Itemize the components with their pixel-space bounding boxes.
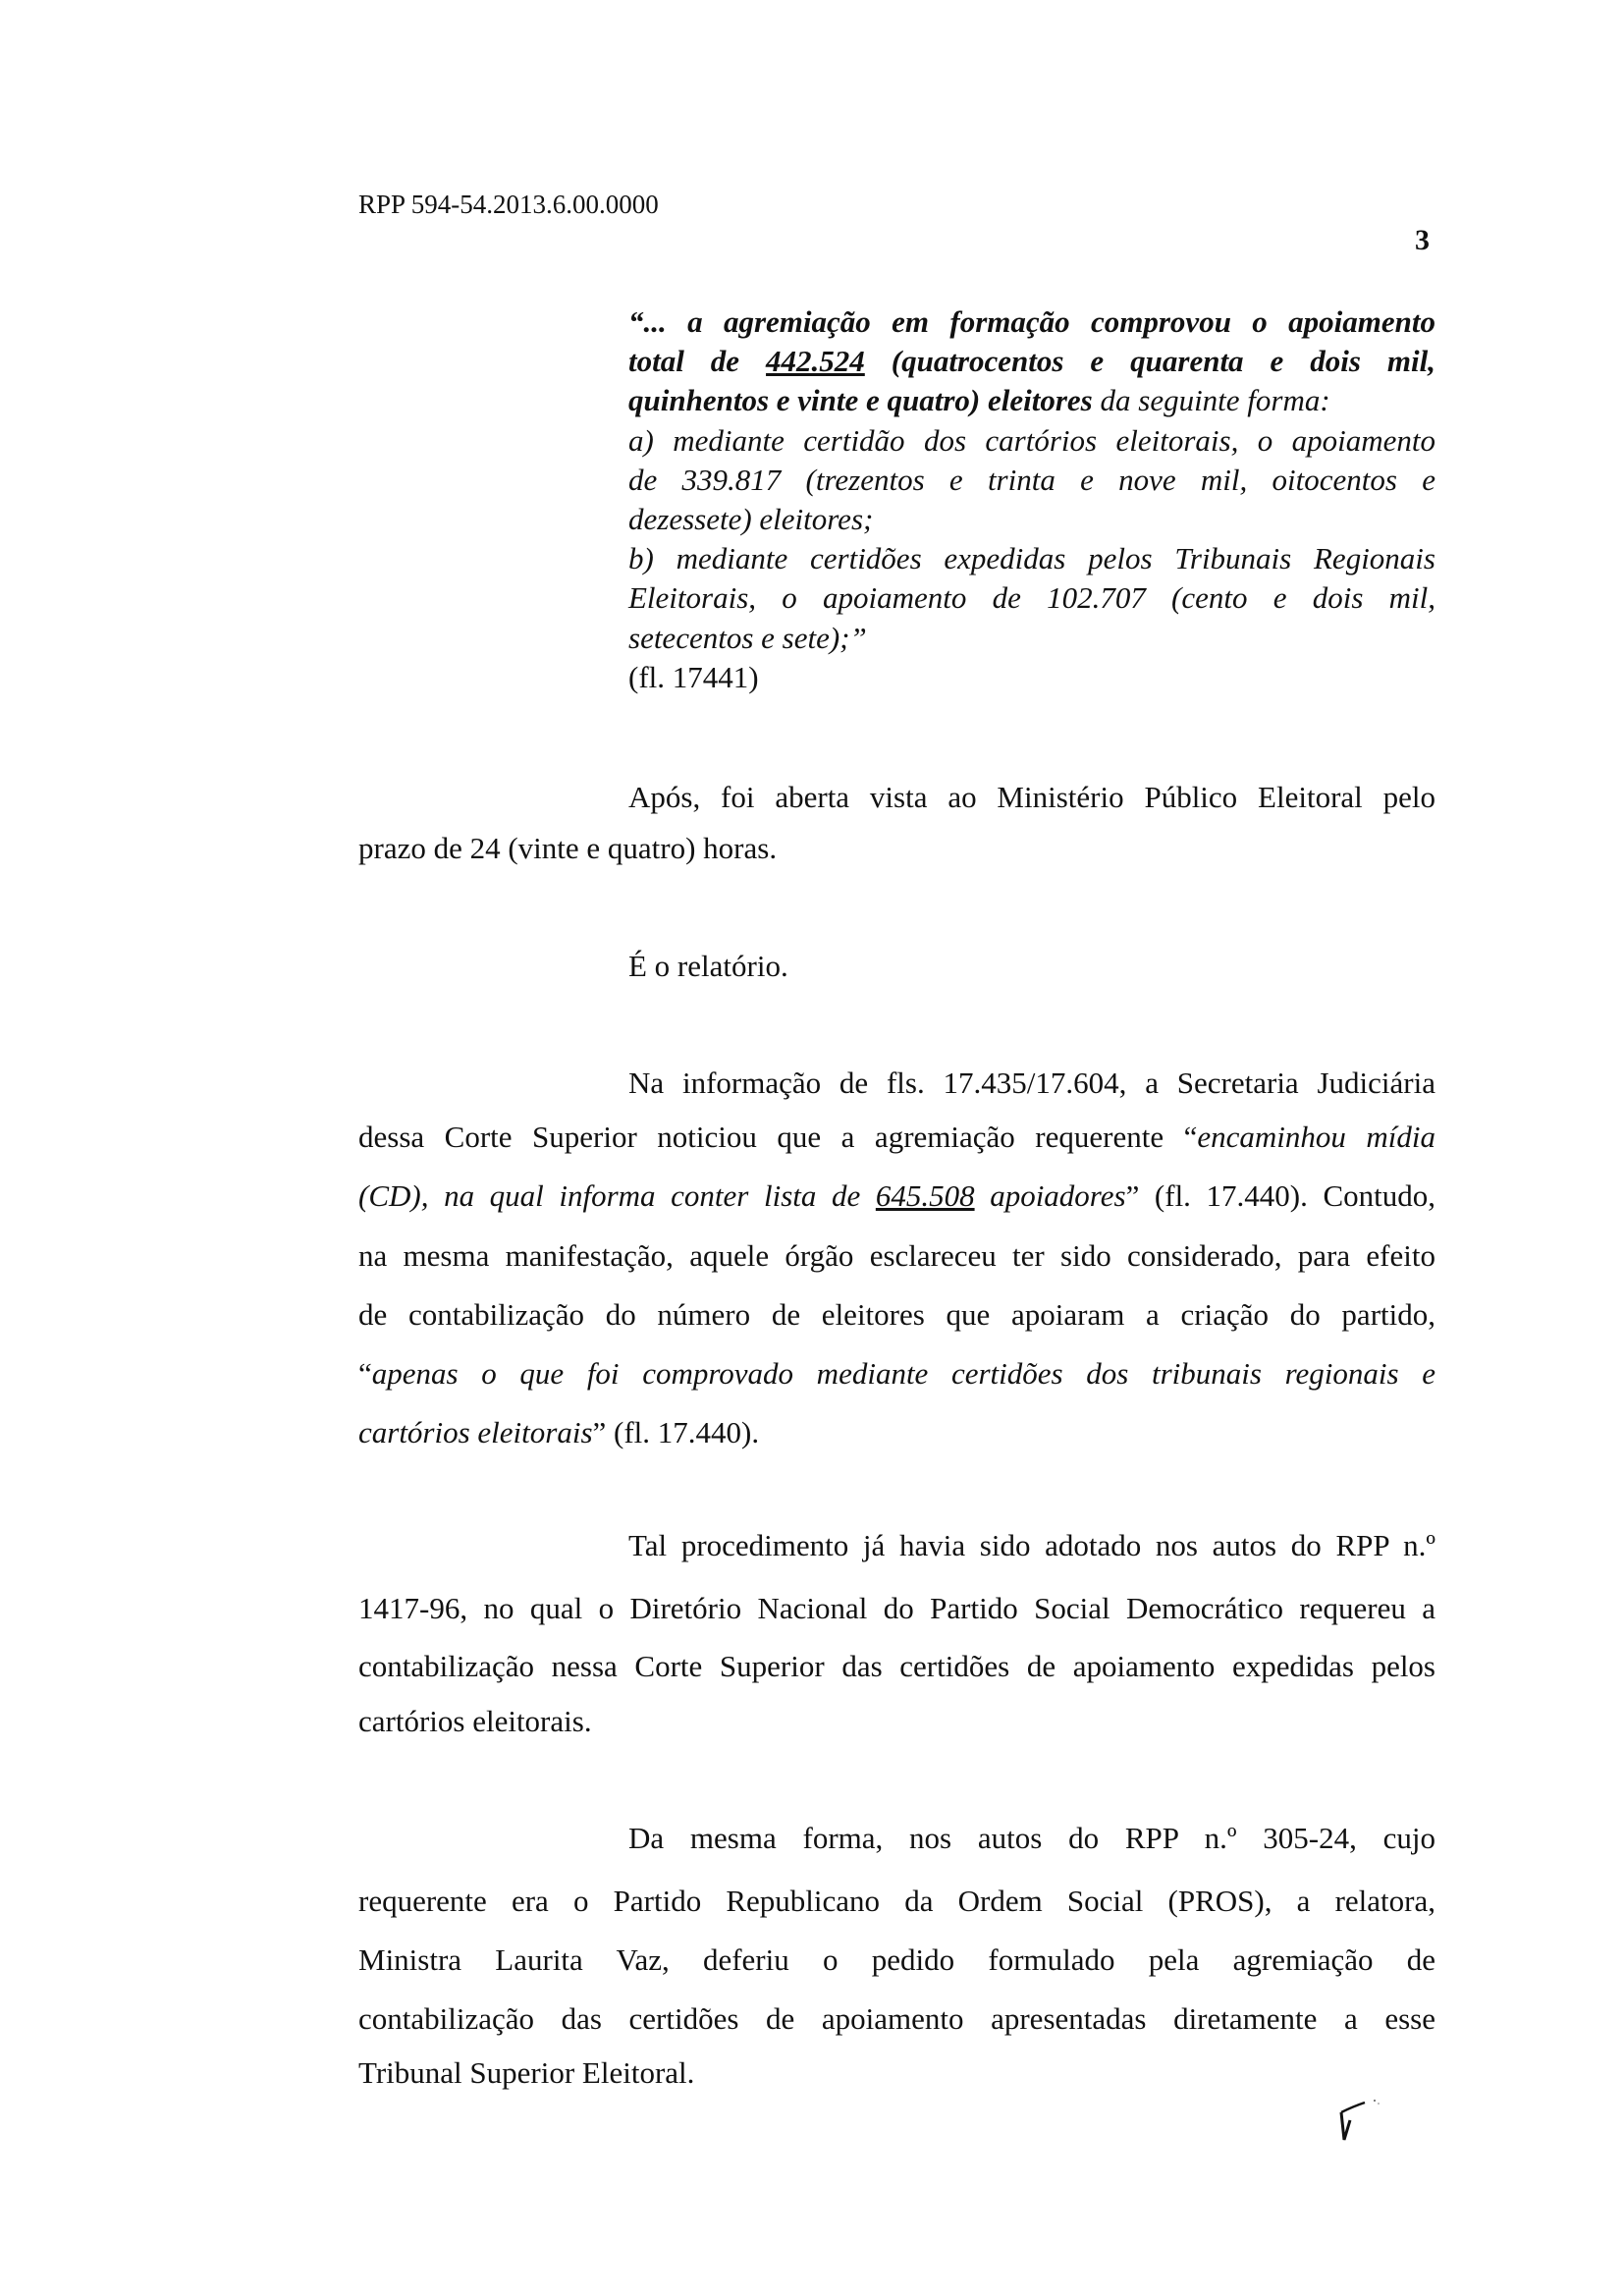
- text-run: ” (fl. 17.440).: [592, 1415, 760, 1449]
- quoted-text: apoiadores: [974, 1178, 1126, 1213]
- text-run: “: [358, 1356, 372, 1391]
- quote-text: da seguinte forma:: [1092, 383, 1330, 418]
- quote-text: setecentos e sete);”: [628, 620, 867, 655]
- text-line: [358, 1120, 1435, 1155]
- text-line: Ministra Laurita Vaz, deferiu o pedido formulado pela agremiação de: [358, 1942, 1435, 1977]
- quote-text: a) mediante certidão dos cartórios eleitorais, o apoiamento: [628, 422, 1435, 458]
- underlined-number: 442.524: [766, 344, 865, 379]
- quoted-text: (CD), na qual informa conter lista de: [358, 1178, 876, 1213]
- text-line: contabilização das certidões de apoiamento apresentadas diretamente a esse: [358, 2001, 1435, 2036]
- quote-line: [628, 342, 1435, 381]
- text-line: Da mesma forma, nos autos do RPP n.º 305-24, cujo: [628, 1821, 1435, 1855]
- quote-line: [628, 619, 1435, 658]
- text-line: [358, 1178, 1435, 1214]
- block-quote: [628, 302, 1435, 697]
- quote-text: “... a agremiação em formação comprovou o apoiamento: [628, 304, 1435, 339]
- quote-line: [628, 461, 1435, 500]
- quote-line: [628, 302, 1435, 342]
- quote-text: Eleitorais, o apoiamento de 102.707 (cento e dois mil,: [628, 580, 1435, 616]
- text-run: ” (fl. 17.440). Contudo,: [1125, 1178, 1436, 1213]
- quote-text: total de: [628, 344, 767, 379]
- quoted-text: apenas o que foi comprovado mediante certidões dos tribunais regionais e: [371, 1356, 1435, 1391]
- text-line: [358, 1356, 1435, 1392]
- text-line: cartórios eleitorais.: [358, 1704, 592, 1738]
- text-line: de contabilização do número de eleitores que apoiaram a criação do partido,: [358, 1297, 1435, 1332]
- quote-text: quinhentos e vinte e quatro) eleitores: [628, 383, 1093, 418]
- case-number-header: RPP 594-54.2013.6.00.0000: [358, 190, 659, 219]
- quoted-text: encaminhou mídia: [1197, 1120, 1435, 1154]
- quote-text: de 339.817 (trezentos e trinta e nove mil, oitocentos e: [628, 462, 1435, 497]
- quote-text: b) mediante certidões expedidas pelos Tribunais Regionais: [628, 541, 1435, 576]
- quote-line: [628, 381, 1435, 420]
- underlined-number: 645.508: [875, 1178, 975, 1213]
- quote-text: dezessete) eleitores;: [628, 501, 874, 536]
- text-line: Após, foi aberta vista ao Ministério Público Eleitoral pelo: [628, 780, 1435, 814]
- text-run: dessa Corte Superior noticiou que a agremiação requerente “: [358, 1120, 1198, 1154]
- quote-line: [628, 421, 1435, 461]
- text-line: prazo de 24 (vinte e quatro) horas.: [358, 831, 778, 865]
- quote-line: [628, 578, 1435, 618]
- text-line: 1417-96, no qual o Diretório Nacional do Partido Social Democrático requereu a: [358, 1591, 1435, 1625]
- quote-text: (quatrocentos e quarenta e dois mil,: [864, 344, 1435, 379]
- text-line: Tal procedimento já havia sido adotado nos autos do RPP n.º: [628, 1528, 1435, 1562]
- text-line: contabilização nessa Corte Superior das certidões de apoiamento expedidas pelos: [358, 1649, 1435, 1683]
- text-line: na mesma manifestação, aquele órgão esclareceu ter sido considerado, para efeito: [358, 1238, 1435, 1273]
- signature-initial-icon: [1335, 2097, 1394, 2156]
- text-line: Tribunal Superior Eleitoral.: [358, 2055, 695, 2090]
- quote-line: [628, 539, 1435, 578]
- quoted-text: cartórios eleitorais: [358, 1415, 593, 1449]
- quote-line: [628, 658, 1435, 697]
- text-line: requerente era o Partido Republicano da Ordem Social (PROS), a relatora,: [358, 1884, 1435, 1918]
- text-line: [358, 1415, 1435, 1450]
- quote-line: [628, 500, 1435, 539]
- text-line: Na informação de fls. 17.435/17.604, a Secretaria Judiciária: [628, 1066, 1435, 1100]
- text-line: É o relatório.: [628, 949, 788, 983]
- quote-text: (fl. 17441): [628, 659, 759, 694]
- page-number: 3: [1415, 224, 1430, 256]
